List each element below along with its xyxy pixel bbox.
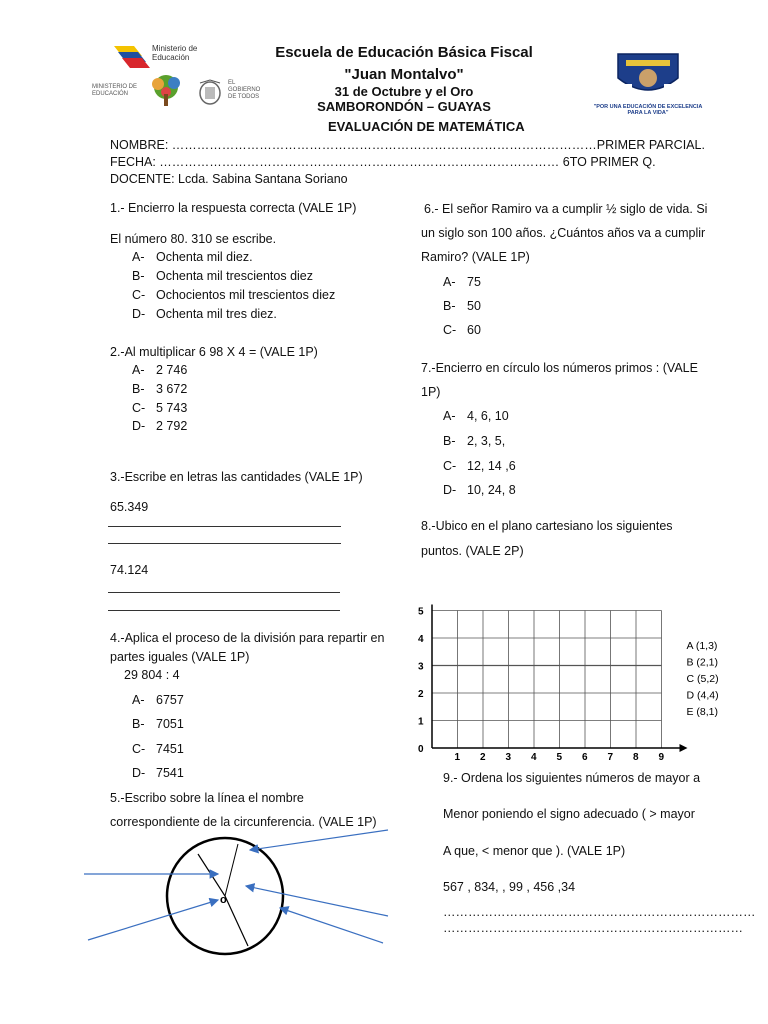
q4-option-b[interactable] (132, 717, 184, 731)
ministerio-small-text: MINISTERIO DE EDUCACIÓN (92, 84, 138, 97)
x-tick-label: 1 (454, 752, 461, 763)
q4-option-a[interactable] (132, 693, 184, 707)
option-letter: A- (132, 693, 145, 707)
q7-option-d[interactable] (443, 483, 516, 497)
point-label: E (8,1) (686, 706, 719, 718)
q4-title-line-1: 4.-Aplica el proceso de la división para repartir en (110, 631, 385, 645)
option-letter: C- (443, 459, 457, 473)
option-letter: C- (132, 401, 146, 415)
cartesian-plane[interactable] (410, 595, 740, 765)
nombre-line: NOMBRE: …………………………………………………………………………………………PRIMER PARCIAL. (110, 138, 705, 152)
x-tick-label: 9 (658, 752, 665, 763)
option-text: Ochenta mil diez. (156, 250, 253, 264)
circle-center-label: o (220, 894, 227, 906)
q1-option-d[interactable] (132, 307, 277, 321)
q2-option-b[interactable] (132, 382, 187, 396)
point-label: B (2,1) (686, 656, 719, 669)
option-text: 10, 24, 8 (467, 483, 516, 497)
option-text: 7051 (156, 717, 184, 731)
option-letter: C- (443, 323, 457, 337)
school-quoted-name: "Juan Montalvo" (344, 66, 464, 83)
q8-title-line-1: 8.-Ubico en el plano cartesiano los siguientes (421, 519, 673, 533)
q3-answer-line-1[interactable] (108, 526, 341, 527)
option-letter: D- (132, 307, 146, 321)
q7-title-line-1: 7.-Encierro en círculo los números primos : (VALE (421, 361, 698, 375)
school-motto: "POR UNA EDUCACIÓN DE EXCELENCIA PARA LA VIDA" (593, 104, 703, 116)
q3-title: 3.-Escribe en letras las cantidades (VALE 1P) (110, 470, 363, 484)
y-tick-label: 3 (418, 661, 424, 673)
gobierno-logo-text: EL GOBIERNO DE TODOS (228, 80, 261, 100)
option-letter: D- (132, 419, 146, 433)
q2-option-c[interactable] (132, 401, 187, 415)
option-text: 2, 3, 5, (467, 434, 506, 448)
q9-numbers: 567 , 834, , 99 , 456 ,34 (443, 880, 576, 894)
point-label: C (5,2) (686, 673, 719, 685)
q1-title: 1.- Encierro la respuesta correcta (VALE 1P) (110, 201, 357, 215)
q6-option-b[interactable] (443, 299, 481, 313)
option-letter: B- (132, 269, 145, 283)
q6-title-line-2: un siglo son 100 años. ¿Cuántos años va a cumplir (421, 226, 706, 240)
option-text: Ochocientos mil trescientos diez (156, 288, 336, 302)
q4-option-d[interactable] (132, 766, 184, 780)
q4-option-c[interactable] (132, 742, 184, 756)
x-tick-label: 6 (582, 752, 588, 763)
q8-title-line-2: puntos. (VALE 2P) (421, 544, 524, 558)
q2-option-a[interactable] (132, 363, 187, 377)
q3-number-1: 65.349 (110, 500, 149, 514)
q4-division: 29 804 : 4 (124, 668, 180, 682)
option-letter: B- (443, 434, 456, 448)
option-letter: D- (443, 483, 457, 497)
option-text: 50 (467, 299, 481, 313)
q9-title-line-1: 9.- Ordena los siguientes números de mayor a (443, 771, 701, 785)
q4-title-line-2: partes iguales (VALE 1P) (110, 650, 250, 664)
x-tick-label: 7 (607, 752, 614, 763)
x-tick-label: 8 (633, 752, 639, 763)
option-text: 7451 (156, 742, 184, 756)
q7-title-line-2: 1P) (421, 385, 441, 399)
y-tick-label: 0 (418, 744, 424, 755)
q7-option-c[interactable] (443, 459, 516, 473)
school-city: SAMBORONDÓN – GUAYAS (317, 99, 491, 114)
option-text: 2 792 (156, 419, 188, 433)
q1-stem: El número 80. 310 se escribe. (110, 232, 277, 246)
q1-option-c[interactable] (132, 288, 335, 302)
option-text: 60 (467, 323, 481, 337)
y-tick-label: 4 (418, 634, 424, 645)
circumference-diagram (78, 828, 398, 958)
option-letter: C- (132, 288, 146, 302)
x-tick-label: 4 (531, 752, 537, 763)
q7-option-b[interactable] (443, 434, 505, 448)
option-text: 2 746 (156, 363, 188, 377)
q9-title-line-3: A que, < menor que ). (VALE 1P) (443, 844, 626, 858)
q2-title: 2.-Al multiplicar 6 98 X 4 = (VALE 1P) (110, 345, 318, 359)
q3-answer-line-2[interactable] (108, 543, 341, 544)
q2-option-d[interactable] (132, 419, 187, 433)
q6-title-line-3: Ramiro? (VALE 1P) (421, 250, 530, 264)
y-tick-label: 5 (418, 606, 424, 618)
option-letter: A- (132, 250, 145, 264)
q3-answer-line-4[interactable] (108, 610, 340, 611)
x-tick-label: 2 (480, 752, 486, 763)
option-text: 6757 (156, 693, 184, 707)
option-text: 3 672 (156, 382, 188, 396)
option-text: 4, 6, 10 (467, 409, 509, 423)
q7-option-a[interactable] (443, 409, 509, 423)
school-name: Escuela de Educación Básica Fiscal (275, 44, 533, 61)
option-text: Ochenta mil trescientos diez (156, 269, 314, 283)
option-letter: A- (132, 363, 145, 377)
fecha-line: FECHA: …………………………………………………………………………………… 6TO PRIMER Q. (110, 155, 656, 169)
q3-number-2: 74.124 (110, 563, 149, 577)
y-tick-label: 1 (418, 716, 424, 728)
option-letter: C- (132, 742, 146, 756)
q1-option-a[interactable] (132, 250, 253, 264)
q6-option-c[interactable] (443, 323, 481, 337)
x-axis-arrow-icon (680, 744, 688, 752)
x-tick-label: 3 (505, 752, 512, 763)
option-letter: A- (443, 409, 456, 423)
q5-title-line-1: 5.-Escribo sobre la línea el nombre (110, 791, 304, 805)
option-text: 5 743 (156, 401, 188, 415)
option-letter: D- (132, 766, 146, 780)
exam-title: EVALUACIÓN DE MATEMÁTICA (328, 119, 525, 134)
school-address: 31 de Octubre y el Oro (334, 84, 474, 99)
q3-answer-line-3[interactable] (108, 592, 340, 593)
point-label: A (1,3) (686, 640, 718, 652)
option-text: 12, 14 ,6 (467, 459, 516, 473)
q6-option-a[interactable] (443, 275, 481, 289)
y-tick-label: 2 (418, 689, 424, 700)
point-label: D (4,4) (686, 689, 719, 702)
q5-title-line-2: correspondiente de la circunferencia. (VALE 1P) (110, 815, 377, 829)
q9-answer-dots-2[interactable]: ……………………………………………………………… (443, 921, 743, 935)
q9-title-line-2: Menor poniendo el signo adecuado ( > mayor (443, 807, 695, 821)
option-text: 7541 (156, 766, 184, 780)
option-text: Ochenta mil tres diez. (156, 307, 277, 321)
docente-line: DOCENTE: Lcda. Sabina Santana Soriano (110, 172, 348, 186)
q6-title-line-1: 6.- El señor Ramiro va a cumplir ½ siglo de vida. Si (424, 202, 708, 216)
option-letter: B- (132, 382, 145, 396)
option-letter: B- (443, 299, 456, 313)
option-letter: A- (443, 275, 456, 289)
q1-option-b[interactable] (132, 269, 313, 283)
ministerio-logo-text: Ministerio de Educación (152, 44, 198, 62)
x-tick-label: 5 (556, 752, 563, 763)
option-letter: B- (132, 717, 145, 731)
q9-answer-dots-1[interactable]: ………………………………………………………………… (443, 905, 756, 919)
option-text: 75 (467, 275, 481, 289)
